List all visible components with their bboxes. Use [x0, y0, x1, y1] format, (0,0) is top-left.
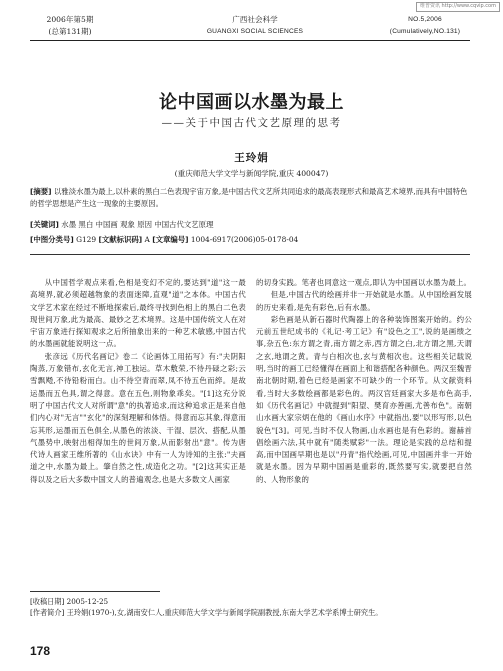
keywords	[30, 219, 472, 231]
keywords-text: 水墨 黑白 中国画 观象 原因 中国古代文艺原理	[61, 220, 214, 229]
received-value: 2005-12-25	[66, 597, 109, 606]
issue-line2: (总第131期)	[48, 26, 92, 36]
issue-number	[380, 14, 470, 37]
article-id-value: 1004-6917(2006)05-0178-04	[190, 235, 299, 244]
issue-info	[30, 14, 110, 37]
abstract-text: 以雅淡水墨为最上,以朴素的黑白二色表现宇宙万象,是中国古代文艺所共同追求的最高表现形式和最高艺术境界,而具有中国特色的哲学思想是产生这一现象的主要原因。	[30, 187, 468, 208]
author-bio-label: [作者简介]	[30, 608, 65, 617]
issue-number-line2: (Cumulatively,NO.131)	[389, 27, 461, 35]
keywords-label: [关键词]	[30, 220, 59, 229]
abstract	[30, 186, 472, 209]
body-paragraph: 的切身实践。笔者也同意这一观点,即认为中国画以水墨为最上。	[256, 278, 472, 287]
clc-label: [中图分类号]	[30, 235, 74, 244]
author-affiliation: (重庆师范大学文学与新闻学院,重庆 400047)	[174, 169, 329, 178]
received-date	[30, 596, 470, 608]
body-column-left	[30, 277, 246, 486]
issue-number-line1: NO.5,2006	[408, 16, 442, 23]
issue-line1: 2006年第5期	[46, 15, 94, 24]
body-paragraph: 从中国哲学观点来看,色相是变幻不定的,要达到"道"这一最高境界,就必须超越物象的表面迷障,直观"道"之本体。中国古代文学艺术家在经过不断地探索后,最终寻找到色相上的黑白二色表现世间万象,此为最高、最妙之艺术境界。这是中国传统文人在对宇宙万象进行探知观求之后所抽象出来的一种艺术敏感,中国古代的水墨画就能说明这一点。	[30, 278, 246, 349]
author-bio-text: 王玲娟(1970-),女,湖南安仁人,重庆师范大学文学与新闻学院副教授,东南大学艺术学系博士研究生。	[66, 608, 383, 617]
author-bio	[30, 607, 470, 619]
body-column-right	[256, 277, 472, 486]
journal-name	[170, 14, 340, 37]
article-id-label: [文章编号]	[152, 235, 189, 244]
article-title: 论中国画以水墨为最上	[159, 92, 344, 113]
page-number: 178	[30, 644, 51, 658]
doc-code-value: A	[144, 235, 150, 244]
author-name: 王玲娟	[234, 152, 269, 164]
abstract-label: [摘要]	[30, 187, 52, 196]
clc-value: G129	[76, 235, 97, 244]
running-header	[30, 14, 470, 54]
header-divider	[30, 40, 470, 41]
watermark: 维普资讯 http://www.cqvip.com	[416, 2, 500, 12]
body-paragraph: 但是,中国古代的绘画并非一开始就是水墨。从中国绘画发展的历史来看,是先有彩色,后有水墨。	[256, 290, 472, 312]
body-paragraph: 彩色画是从新石器时代陶器上的各种装饰图案开始的。约公元前五世纪成书的《礼记·考工记》有"设色之工",说的是画缋之事,杂五色:东方谓之青,南方谓之赤,西方谓之白,北方谓之黑,天谓之玄,地谓之黄。青与白相次也,玄与黄相次也。这些相关记载说明,当时的画工已经懂得在画面上和谐搭配各种颜色。两汉至魏晋南北朝时期,着色已经是画家不可缺少的一个环节。从文献资料看,当时大多数绘画都是彩色的。两汉宫廷画家大多是布色高手,如《历代名画记》中就提到"阳望、樊育亦善画,尤善布色"。南朝山水画大家宗炳在他的《画山水序》中就指出,要"以形写形,以色貌色"[3]。可见,当时不仅人物画,山水画也是有色彩的。谢赫首倡绘画六法,其中就有"随类赋彩"一法。理论是实践的总结和提高,而中国画早期也是以"丹青"指代绘画,可见,中国画并非一开始就是水墨。因为早期中国画是重彩的,既然要写实,就要把自然的、人物形象的	[256, 314, 472, 484]
classification-line	[30, 234, 472, 246]
body-paragraph: 张彦远《历代名画记》卷二《论画体工用拓写》有:"夫阴阳陶蒸,万象错布,玄化无言,神工独运。草木敷荣,不待丹碌之彩;云雪飘飏,不待铅粉而白。山不待空青而翠,凤不待五色而綷。是故运墨而五色具,谓之得意。意在五色,则物象乖矣。"[1]这充分说明了中国古代文人对所谓"意"的执著追求,而这种追求正是来自他们内心对"无言""玄化"的深刻理解和体悟。得意而忘其象,得意而忘其形,运墨而五色俱全,从墨色的浓淡、干湿、层次、搭配,从墨气墨势中,映射出相得加生的世间万象,从而影射出"意"。传为唐代诗人画家王维所著的《山水诀》中有一人为诗知的主张:"夫画道之中,水墨为最上。肇自然之性,成造化之功。"[2]这其实正是得以及之后大多数中国文人的普遍观念,也是大多数文人画家	[30, 351, 246, 484]
journal-name-en: GUANGXI SOCIAL SCIENCES	[206, 27, 304, 35]
abstract-divider	[30, 254, 470, 255]
footnote-divider	[30, 591, 160, 592]
received-label: [收稿日期]	[30, 597, 65, 606]
doc-code-label: [文献标识码]	[98, 235, 143, 244]
journal-name-cn: 广西社会科学	[232, 15, 278, 24]
article-subtitle: ——关于中国古代文艺原理的思考	[161, 117, 342, 129]
